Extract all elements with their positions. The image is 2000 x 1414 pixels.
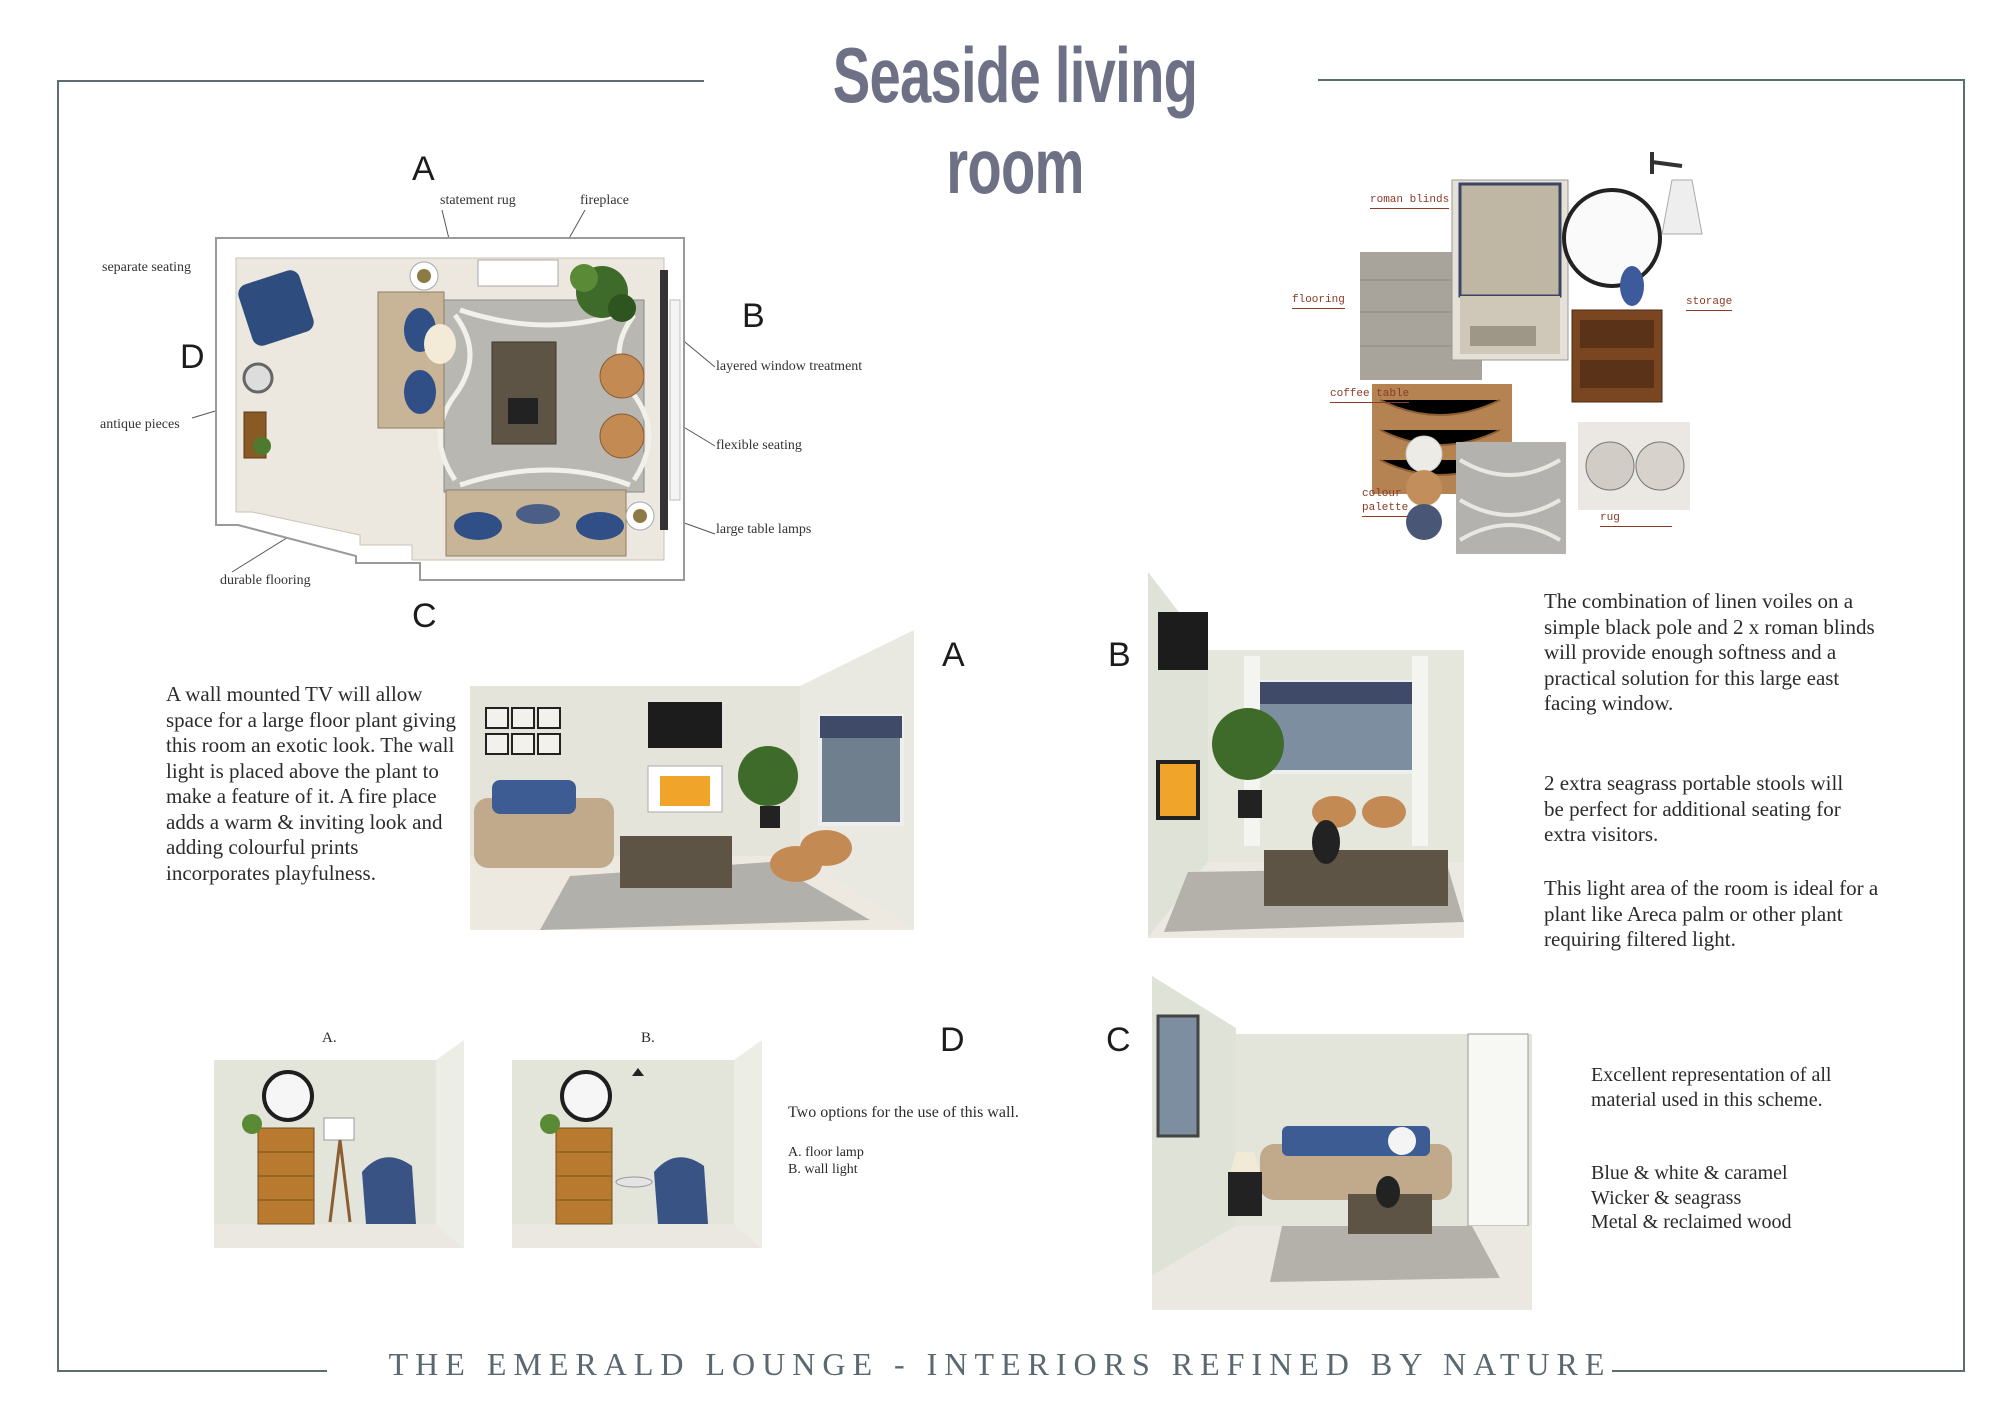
view-c-material-item: Blue & white & caramel xyxy=(1591,1162,1788,1184)
view-d-option-a: A. floor lamp xyxy=(788,1145,864,1160)
view-d-option-a-render xyxy=(212,1038,466,1248)
view-d-option-b-title: B. xyxy=(641,1030,655,1046)
floorplan-marker-a: A xyxy=(412,150,435,188)
view-d-option-a-title: A. xyxy=(322,1030,337,1046)
view-a-text: A wall mounted TV will allow space for a large floor plant giving this room an exotic look. The wall light is placed above the plant to make a feature of it. A fire place adds a warm & inviting look and adding colourful prints incorporates playfulness. xyxy=(166,682,457,885)
footer-brand: THE EMERALD LOUNGE - INTERIORS REFINED BY NATURE xyxy=(388,1346,1612,1382)
view-b-text-2: 2 extra seagrass portable stools will be perfect for additional seating for extra visitors. xyxy=(1544,771,1844,846)
moodboard xyxy=(1260,140,1760,580)
mood-label-palette: palette xyxy=(1362,502,1408,517)
view-b-render xyxy=(1148,572,1466,938)
view-c-text: Excellent representation of all material used in this scheme. xyxy=(1591,1064,1832,1111)
page-title: Seaside living room xyxy=(832,31,1198,210)
label-statement-rug: statement rug xyxy=(440,193,516,208)
frame-left xyxy=(57,80,59,1372)
view-d-intro: Two options for the use of this wall. xyxy=(788,1104,1019,1121)
label-durable-flooring: durable flooring xyxy=(220,573,311,588)
label-large-table-lamps: large table lamps xyxy=(716,522,812,537)
label-layered-window: layered window treatment xyxy=(716,359,863,374)
mood-label-flooring: flooring xyxy=(1292,294,1345,309)
floorplan-drawing xyxy=(60,180,920,600)
mood-label-colour: colour xyxy=(1362,488,1402,500)
frame-top-left xyxy=(57,80,704,82)
view-a-render xyxy=(470,630,914,930)
view-a-marker: A xyxy=(942,636,965,674)
view-b-marker: B xyxy=(1108,636,1131,674)
view-d-marker: D xyxy=(940,1021,965,1059)
label-separate-seating: separate seating xyxy=(102,260,192,275)
label-fireplace: fireplace xyxy=(580,193,629,208)
view-d-option-b-render xyxy=(510,1038,764,1248)
view-c-materials xyxy=(1591,1161,1891,1235)
view-c-render xyxy=(1152,976,1532,1310)
frame-right xyxy=(1963,79,1965,1372)
view-c-marker: C xyxy=(1106,1021,1131,1059)
mood-label-rug: rug xyxy=(1600,512,1672,527)
floorplan-marker-b: B xyxy=(742,297,765,335)
floorplan-marker-d: D xyxy=(180,338,205,376)
view-c-material-item: Metal & reclaimed wood xyxy=(1591,1211,1792,1233)
label-flexible-seating: flexible seating xyxy=(716,438,802,453)
mood-label-storage: storage xyxy=(1686,296,1732,311)
label-antique-pieces: antique pieces xyxy=(100,417,180,432)
mood-label-coffee-table: coffee table xyxy=(1330,388,1409,403)
frame-top-right xyxy=(1318,79,1963,81)
view-d-option-b: B. wall light xyxy=(788,1162,858,1177)
view-c-material-item: Wicker & seagrass xyxy=(1591,1186,1742,1209)
mood-label-roman-blinds: roman blinds xyxy=(1370,194,1449,209)
floorplan-marker-c: C xyxy=(412,597,437,635)
frame-bottom-left xyxy=(57,1370,327,1372)
view-b-text-3: This light area of the room is ideal for a plant like Areca palm or other plant requiring filtered light. xyxy=(1544,876,1879,951)
view-b-text-1: The combination of linen voiles on a simple black pole and 2 x roman blinds will provide enough softness and a practical solution for this large east facing window. xyxy=(1544,589,1875,715)
